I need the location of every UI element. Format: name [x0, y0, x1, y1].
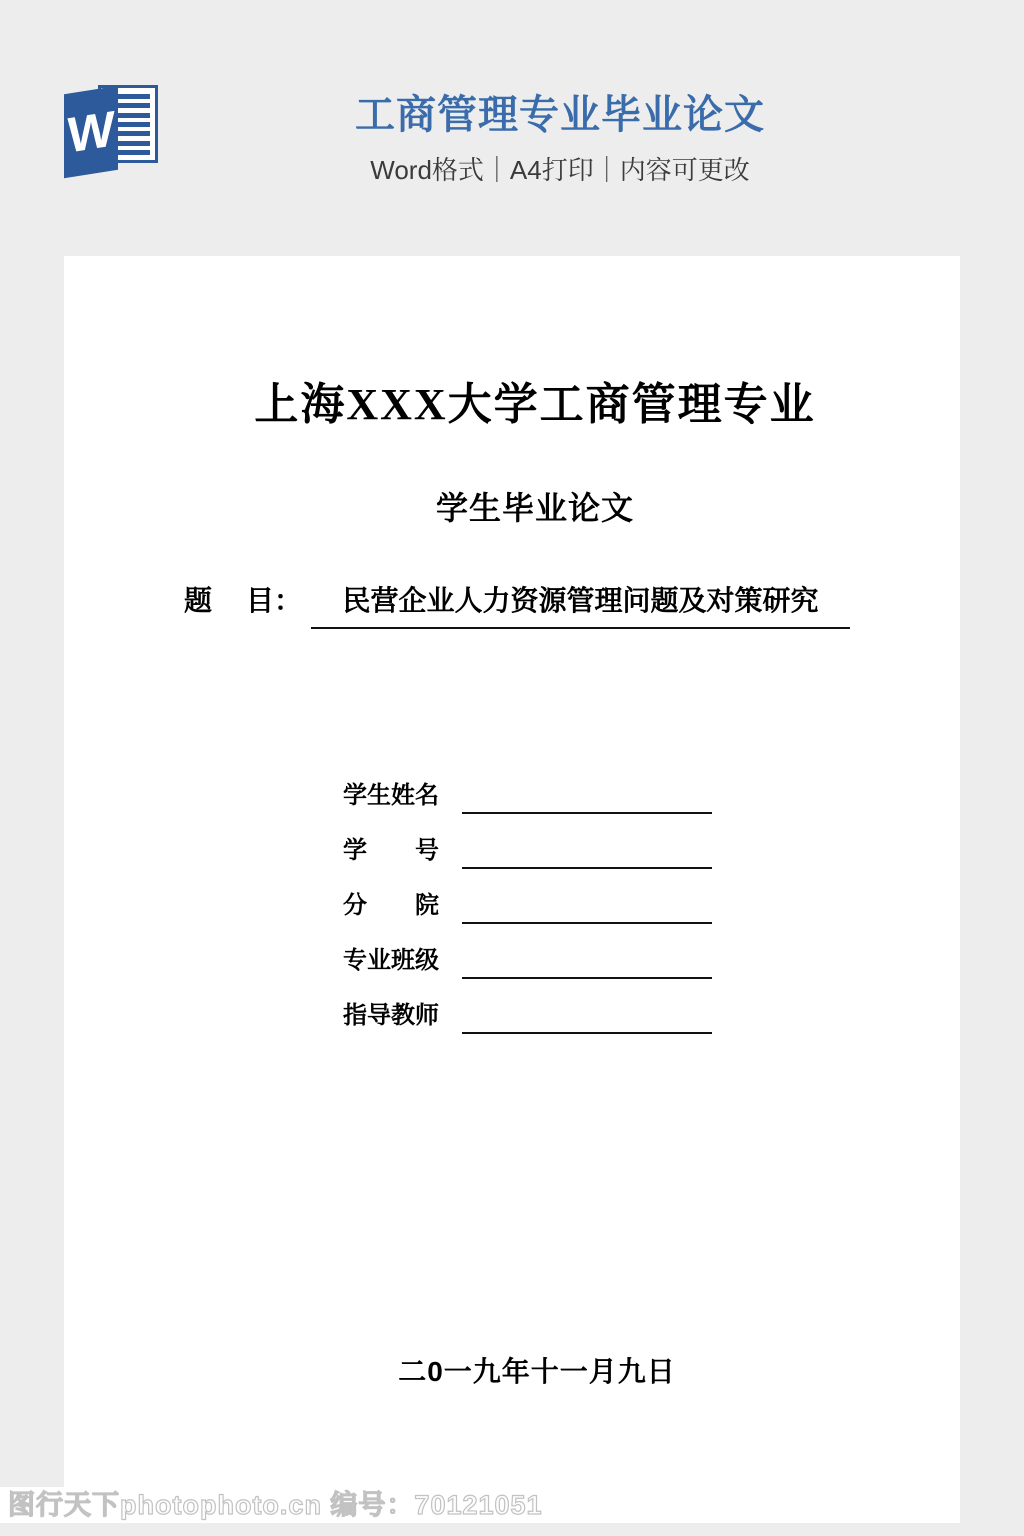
field-blank-line	[462, 977, 712, 979]
watermark-bar	[0, 1487, 960, 1523]
topic-label	[184, 585, 302, 629]
watermark-text: 图行天下photophoto.cn 编号：70121051	[8, 1490, 543, 1520]
field-label: 专业班级	[343, 948, 439, 974]
word-w-letter: W	[64, 86, 118, 179]
field-row-student-name	[343, 782, 712, 814]
topic-row	[184, 585, 850, 629]
field-blank-line	[462, 812, 712, 814]
topic-label-right: 目：	[245, 586, 302, 617]
field-label: 学生姓名	[343, 783, 439, 809]
field-row-student-id	[343, 837, 712, 869]
header-title: 工商管理专业毕业论文	[355, 93, 765, 137]
field-blank-line	[462, 922, 712, 924]
field-row-major-class	[343, 947, 712, 979]
topic-label-left: 题	[184, 586, 213, 617]
field-label: 学 号	[343, 838, 439, 864]
header-subtitle: Word格式｜A4打印｜内容可更改	[370, 155, 750, 185]
topic-value: 民营企业人力资源管理问题及对策研究	[311, 585, 850, 629]
field-row-college	[343, 892, 712, 924]
document-page	[64, 256, 960, 1523]
field-blank-line	[462, 1032, 712, 1034]
field-label: 指导教师	[343, 1003, 439, 1029]
word-icon	[62, 82, 162, 182]
field-blank-line	[462, 867, 712, 869]
field-label: 分 院	[343, 893, 439, 919]
thesis-date: 二0一九年十一月九日	[398, 1356, 676, 1387]
university-title: 上海XXX大学工商管理专业	[254, 380, 816, 429]
thesis-subtitle: 学生毕业论文	[435, 490, 634, 526]
field-row-advisor	[343, 1002, 712, 1034]
